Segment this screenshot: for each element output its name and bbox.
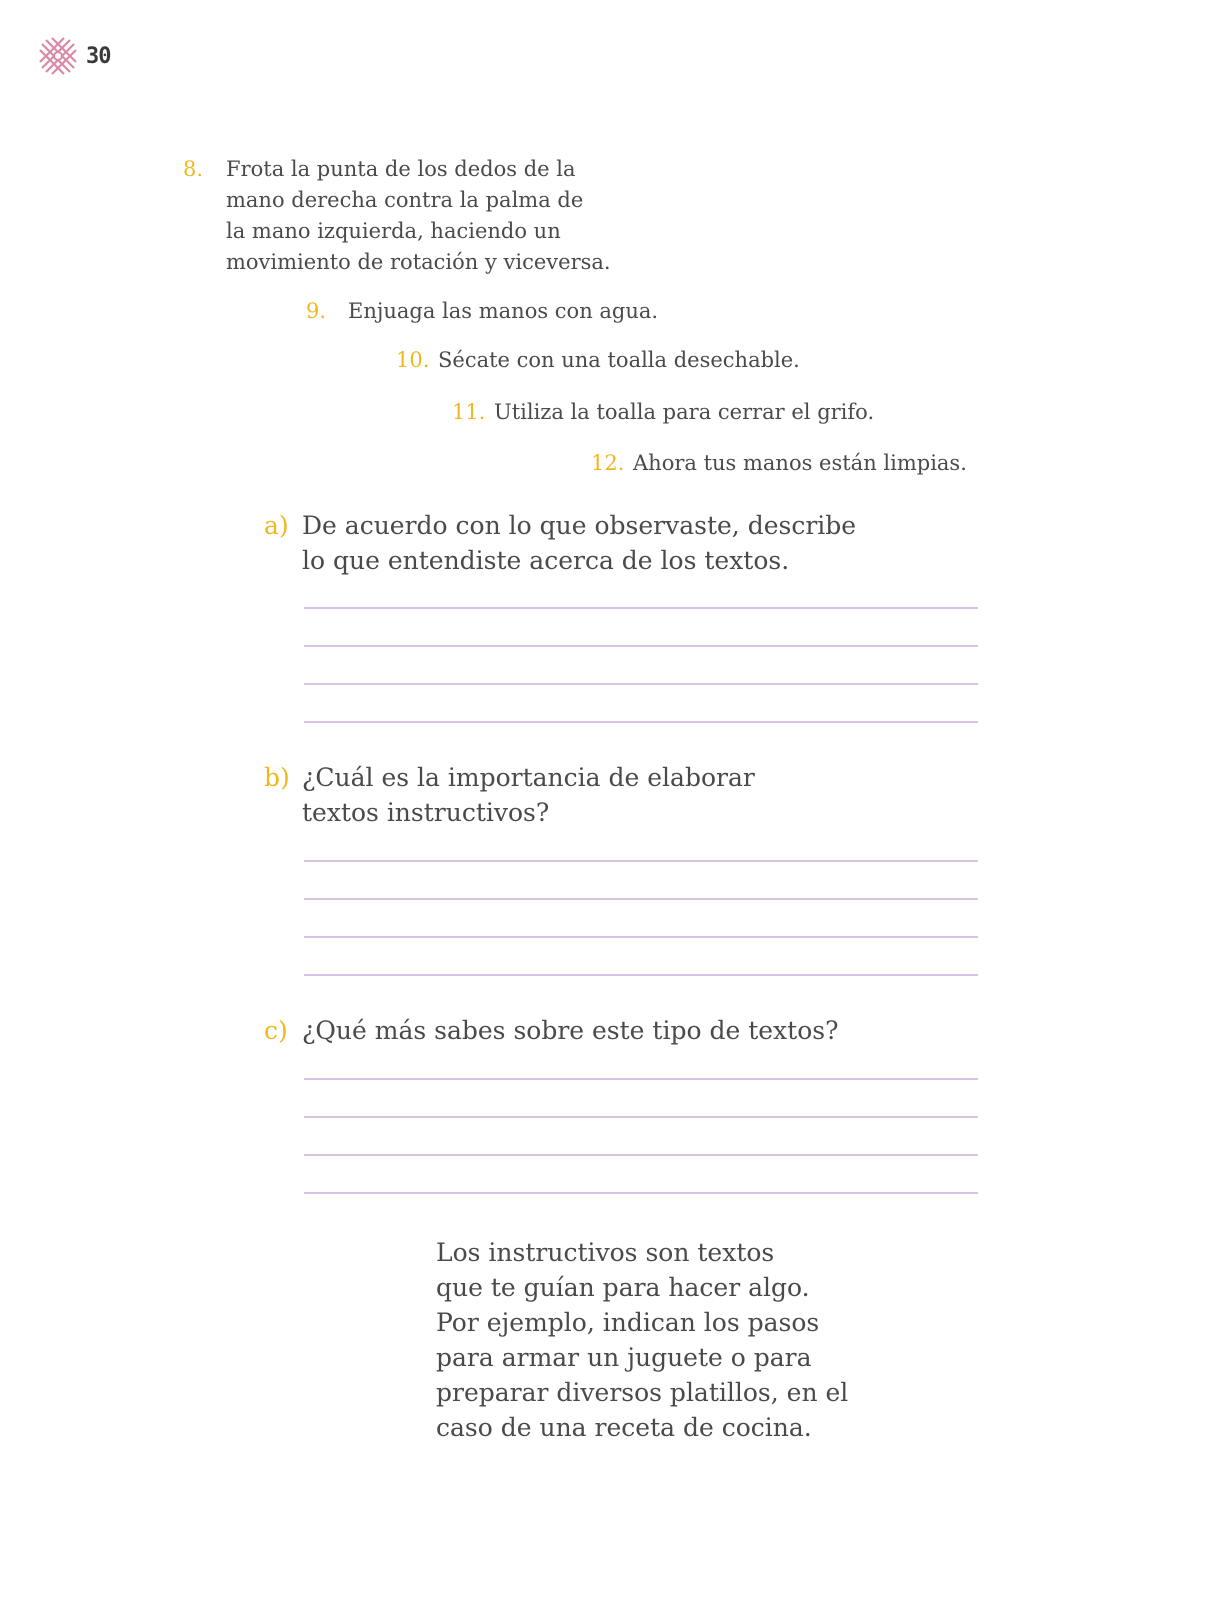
answer-lines-a[interactable] xyxy=(304,607,978,759)
answer-line[interactable] xyxy=(304,1192,978,1194)
question-letter: c) xyxy=(264,1016,288,1045)
answer-line[interactable] xyxy=(304,974,978,976)
step-number: 9. xyxy=(306,299,327,323)
step-10 xyxy=(396,345,800,376)
step-number: 11. xyxy=(452,400,486,424)
step-11 xyxy=(452,397,874,428)
note-line: Los instructivos son textos xyxy=(436,1238,775,1267)
step-number: 12. xyxy=(591,451,625,475)
note-line: caso de una receta de cocina. xyxy=(436,1413,812,1442)
question-a xyxy=(264,508,856,578)
step-line: Frota la punta de los dedos de la xyxy=(226,157,576,181)
step-line: la mano izquierda, haciendo un xyxy=(226,219,561,243)
answer-lines-c[interactable] xyxy=(304,1078,978,1230)
question-c xyxy=(264,1013,839,1048)
step-8 xyxy=(183,154,611,278)
question-line: ¿Qué más sabes sobre este tipo de textos? xyxy=(302,1016,839,1045)
answer-line[interactable] xyxy=(304,683,978,685)
question-letter: a) xyxy=(264,511,289,540)
step-text: Sécate con una toalla desechable. xyxy=(438,348,800,372)
question-letter: b) xyxy=(264,763,290,792)
question-b xyxy=(264,760,755,830)
step-text: Ahora tus manos están limpias. xyxy=(633,451,967,475)
step-number: 8. xyxy=(183,157,204,181)
question-text xyxy=(302,508,856,578)
note-line: que te guían para hacer algo. xyxy=(436,1273,810,1302)
answer-line[interactable] xyxy=(304,1154,978,1156)
note-line: preparar diversos platillos, en el xyxy=(436,1378,849,1407)
page-header xyxy=(38,36,111,76)
pink-woven-cross-icon xyxy=(38,36,78,76)
answer-line[interactable] xyxy=(304,645,978,647)
answer-line[interactable] xyxy=(304,721,978,723)
note-line: para armar un juguete o para xyxy=(436,1343,812,1372)
step-number: 10. xyxy=(396,348,430,372)
step-line: mano derecha contra la palma de xyxy=(226,188,584,212)
question-line: lo que entendiste acerca de los textos. xyxy=(302,546,790,575)
question-text xyxy=(302,760,755,830)
answer-line[interactable] xyxy=(304,860,978,862)
step-text: Utiliza la toalla para cerrar el grifo. xyxy=(494,400,875,424)
question-line: ¿Cuál es la importancia de elaborar xyxy=(302,763,755,792)
question-text xyxy=(302,1013,839,1048)
page-number: 30 xyxy=(86,43,111,69)
step-line: movimiento de rotación y viceversa. xyxy=(226,250,611,274)
answer-lines-b[interactable] xyxy=(304,860,978,1012)
question-line: textos instructivos? xyxy=(302,798,550,827)
answer-line[interactable] xyxy=(304,607,978,609)
step-text: Enjuaga las manos con agua. xyxy=(348,299,659,323)
answer-line[interactable] xyxy=(304,898,978,900)
answer-line[interactable] xyxy=(304,1116,978,1118)
answer-line[interactable] xyxy=(304,1078,978,1080)
step-9 xyxy=(306,296,658,327)
step-text xyxy=(226,154,611,278)
note-line: Por ejemplo, indican los pasos xyxy=(436,1308,820,1337)
instructive-texts-note xyxy=(436,1235,848,1445)
step-12 xyxy=(591,448,967,479)
question-line: De acuerdo con lo que observaste, describe xyxy=(302,511,857,540)
answer-line[interactable] xyxy=(304,936,978,938)
